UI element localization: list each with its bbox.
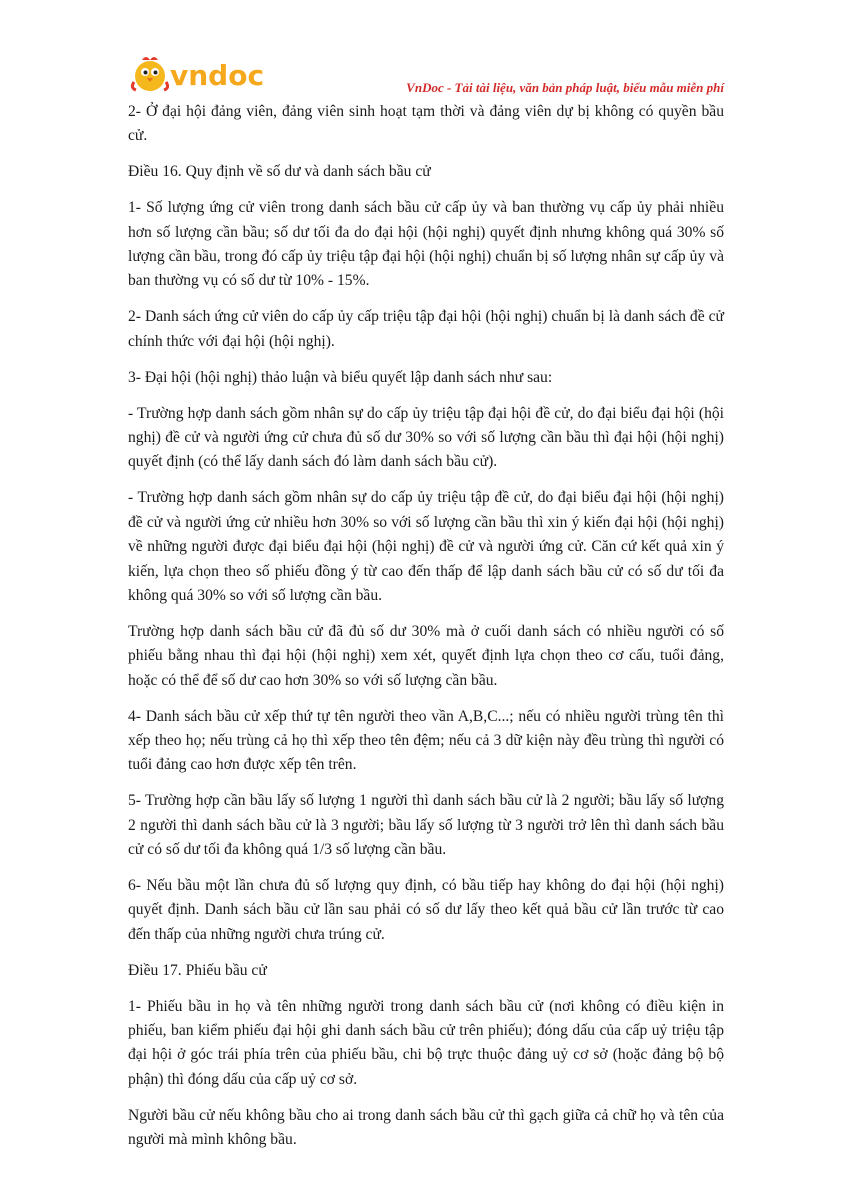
paragraph: 2- Ở đại hội đảng viên, đảng viên sinh hoạt tạm thời và đảng viên dự bị không có quyền bầu cử. (128, 103, 724, 145)
paragraph: 1- Phiếu bầu in họ và tên những người trong danh sách bầu cử (nơi không có điều kiện in phiếu, ban kiểm phiếu đại hội ghi danh sách bầu cử trên phiếu); đóng dấu của cấp uỷ triệu tập đại hội ở góc trái phía trên của phiếu bầu, chi bộ trực thuộc đảng uỷ cơ sở (hoặc đảng bộ bộ phận) thì đóng dấu của cấp uỷ cơ sở. (128, 997, 724, 1088)
document-body (128, 100, 724, 1164)
logo-wordmark: vndoc (170, 59, 265, 92)
paragraph: Trường hợp danh sách bầu cử đã đủ số dư 30% mà ở cuối danh sách có nhiều người có số phiếu bằng nhau thì đại hội (hội nghị) xem xét, quyết định lựa chọn theo cơ cấu, tuổi đảng, hoặc có thể để số dư cao hơn 30% so với số lượng cần bầu. (128, 622, 724, 689)
paragraph: 2- Danh sách ứng cử viên do cấp ủy cấp triệu tập đại hội (hội nghị) chuẩn bị là danh sách đề cử chính thức với đại hội (hội nghị). (128, 308, 724, 350)
header-tagline: VnDoc - Tải tài liệu, văn bản pháp luật, biểu mẫu miễn phí (406, 80, 724, 95)
paragraph: 6- Nếu bầu một lần chưa đủ số lượng quy định, có bầu tiếp hay không do đại hội (hội nghị) quyết định. Danh sách bầu cử lần sau phải có số dư lấy theo kết quả bầu cử lần trước từ cao đến thấp của những người chưa trúng cử. (128, 876, 724, 943)
paragraph: Người bầu cử nếu không bầu cho ai trong danh sách bầu cử thì gạch giữa cả chữ họ và tên của người mà mình không bầu. (128, 1106, 724, 1149)
article-heading: Điều 16. Quy định về số dư và danh sách bầu cử (128, 163, 431, 181)
page-header (128, 52, 724, 96)
vndoc-logo[interactable] (128, 52, 288, 96)
article-heading: Điều 17. Phiếu bầu cử (128, 961, 267, 979)
vndoc-logo-icon (128, 52, 288, 96)
paragraph: 5- Trường hợp cần bầu lấy số lượng 1 người thì danh sách bầu cử là 2 người; bầu lấy số lượng 2 người thì danh sách bầu cử là 3 người; bầu lấy số lượng từ 3 người trở lên thì danh sách bầu cử có số dư tối đa không quá 1/3 số lượng cần bầu. (128, 792, 724, 859)
paragraph: 1- Số lượng ứng cử viên trong danh sách bầu cử cấp ủy và ban thường vụ cấp ủy phải nhiều hơn số lượng cần bầu; số dư tối đa do đại hội (hội nghị) quyết định nhưng không quá 30% số lượng cần bầu, trong đó cấp ủy triệu tập đại hội (hội nghị) chuẩn bị số lượng nhân sự cấp ủy và ban thường vụ có số dư từ 10% - 15%. (128, 199, 724, 290)
paragraph: - Trường hợp danh sách gồm nhân sự do cấp ủy triệu tập đề cử, do đại biểu đại hội (hội nghị) đề cử và người ứng cử nhiều hơn 30% so với số lượng cần bầu thì xin ý kiến đại hội (hội nghị) về những người được đại biểu đại hội (hội nghị) đề cử và người ứng cử. Căn cứ kết quả xin ý kiến, lựa chọn theo số phiếu đồng ý từ cao đến thấp để lập danh sách bầu cử có số dư tối đa không quá 30% so với số lượng cần bầu. (128, 489, 724, 604)
paragraph: - Trường hợp danh sách gồm nhân sự do cấp ủy triệu tập đại hội đề cử, do đại biểu đại hội (hội nghị) đề cử và người ứng cử chưa đủ số dư 30% so với số lượng cần bầu thì đại hội (hội nghị) quyết định (có thể lấy danh sách đó làm danh sách bầu cử). (128, 404, 724, 471)
paragraph: 4- Danh sách bầu cử xếp thứ tự tên người theo vần A,B,C...; nếu có nhiều người trùng tên thì xếp theo họ; nếu trùng cả họ thì xếp theo tên đệm; nếu cả 3 dữ kiện này đều trùng thì người có tuổi đảng cao hơn được xếp tên trên. (128, 707, 724, 774)
paragraph: 3- Đại hội (hội nghị) thảo luận và biểu quyết lập danh sách như sau: (128, 368, 553, 386)
